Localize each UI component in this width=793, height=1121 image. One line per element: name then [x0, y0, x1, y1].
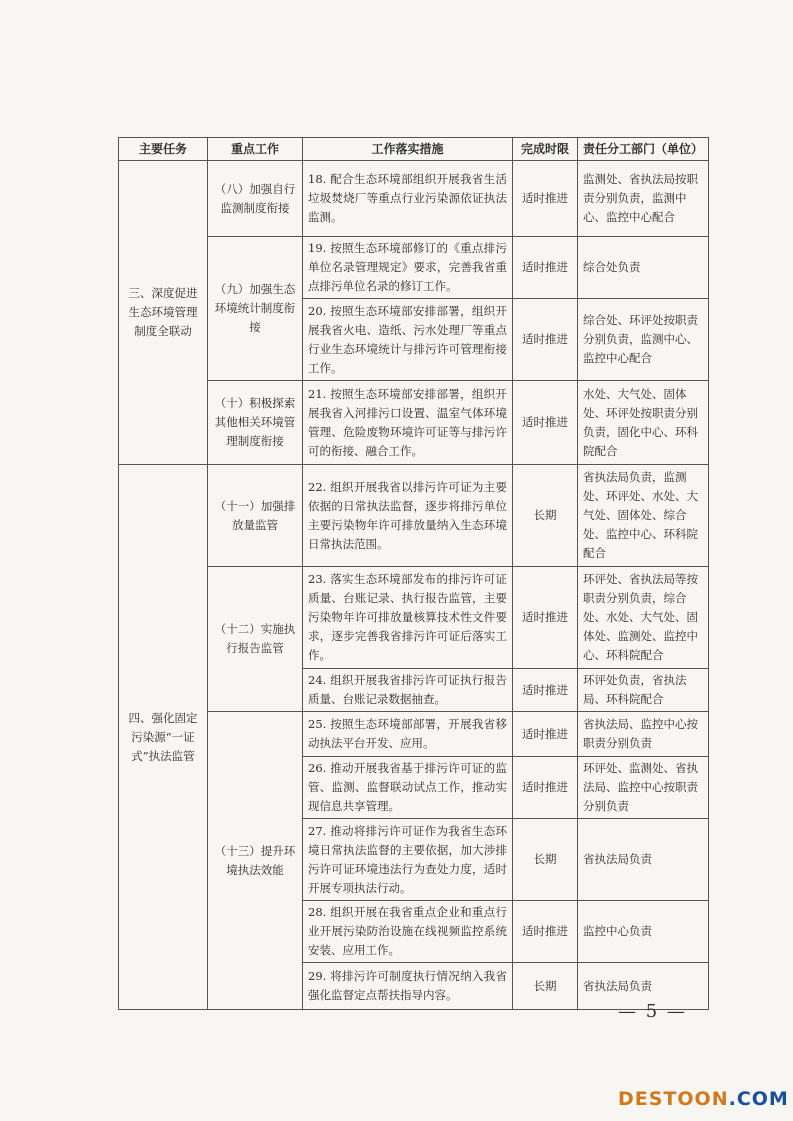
table-row [119, 381, 709, 465]
department-cell: 环评处、监测处、省执法局、监控中心按职责分别负责 [578, 757, 709, 819]
deadline-cell: 适时推进 [513, 901, 578, 963]
department-cell: 水处、大气处、固体处、环评处按职责分别负责，固化中心、环科院配合 [578, 381, 709, 465]
department-cell: 省执法局负责 [578, 819, 709, 901]
deadline-cell: 适时推进 [513, 567, 578, 669]
key-work-cell: （十三）提升环境执法效能 [208, 712, 303, 1010]
deadline-cell: 适时推进 [513, 381, 578, 465]
table-row [119, 712, 709, 757]
department-cell: 监控中心负责 [578, 901, 709, 963]
header-deadline: 完成时限 [513, 138, 578, 161]
department-cell: 省执法局负责 [578, 963, 709, 1010]
measure-cell: 20. 按照生态环境部安排部署，组织开展我省火电、造纸、污水处理厂等重点行业生态环境统计与排污许可管理衔接工作。 [303, 299, 513, 381]
measure-cell: 18. 配合生态环境部组织开展我省生活垃圾焚烧厂等重点行业污染源依证执法监测。 [303, 161, 513, 237]
deadline-cell: 长期 [513, 465, 578, 567]
department-cell: 环评处负责，省执法局、环科院配合 [578, 669, 709, 712]
header-main-task: 主要任务 [119, 138, 208, 161]
measure-cell: 19. 按照生态环境部修订的《重点排污单位名录管理规定》要求，完善我省重点排污单位名录的修订工作。 [303, 237, 513, 299]
department-cell: 综合处、环评处按职责分别负责，监测中心、监控中心配合 [578, 299, 709, 381]
measure-cell: 29. 将排污许可制度执行情况纳入我省强化监督定点帮扶指导内容。 [303, 963, 513, 1010]
table-row [119, 465, 709, 567]
watermark-logo [618, 1088, 789, 1110]
deadline-cell: 长期 [513, 819, 578, 901]
main-task-cell: 四、强化固定污染源“一证式”执法监管 [119, 465, 208, 1010]
watermark-brand: DESTOON [618, 1088, 729, 1110]
deadline-cell: 适时推进 [513, 669, 578, 712]
key-work-cell: （十二）实施执行报告监管 [208, 567, 303, 712]
key-work-cell: （十）积极探索其他相关环境管理制度衔接 [208, 381, 303, 465]
watermark-domain: .COM [728, 1088, 789, 1110]
key-work-cell: （十一）加强排放量监管 [208, 465, 303, 567]
measure-cell: 25. 按照生态环境部部署，开展我省移动执法平台开发、应用。 [303, 712, 513, 757]
header-measures: 工作落实措施 [303, 138, 513, 161]
table-row [119, 161, 709, 237]
department-cell: 省执法局、监控中心按职责分别负责 [578, 712, 709, 757]
deadline-cell: 适时推进 [513, 161, 578, 237]
deadline-cell: 适时推进 [513, 712, 578, 757]
key-work-cell: （八）加强自行监测制度衔接 [208, 161, 303, 237]
department-cell: 环评处、省执法局等按职责分别负责，综合处、水处、大气处、固体处、监测处、监控中心、环科院配合 [578, 567, 709, 669]
department-cell: 省执法局负责，监测处、环评处、水处、大气处、固体处、综合处、监控中心、环科院配合 [578, 465, 709, 567]
measure-cell: 28. 组织开展在我省重点企业和重点行业开展污染防治设施在线视频监控系统安装、应用工作。 [303, 901, 513, 963]
deadline-cell: 长期 [513, 963, 578, 1010]
measure-cell: 21. 按照生态环境部安排部署，组织开展我省入河排污口设置、温室气体环境管理、危险废物环境许可证等与排污许可的衔接、融合工作。 [303, 381, 513, 465]
table-row [119, 567, 709, 669]
key-work-cell: （九）加强生态环境统计制度衔接 [208, 237, 303, 381]
header-department: 责任分工部门（单位） [578, 138, 709, 161]
department-cell: 综合处负责 [578, 237, 709, 299]
deadline-cell: 适时推进 [513, 237, 578, 299]
task-table [118, 137, 709, 1010]
header-key-work: 重点工作 [208, 138, 303, 161]
deadline-cell: 适时推进 [513, 757, 578, 819]
deadline-cell: 适时推进 [513, 299, 578, 381]
table-row [119, 237, 709, 299]
table-header-row [119, 138, 709, 161]
measure-cell: 26. 推动开展我省基于排污许可证的监管、监测、监督联动试点工作，推动实现信息共享管理。 [303, 757, 513, 819]
measure-cell: 27. 推动将排污许可证作为我省生态环境日常执法监督的主要依据，加大涉排污许可证环境违法行为查处力度，适时开展专项执法行动。 [303, 819, 513, 901]
department-cell: 监测处、省执法局按职责分别负责，监测中心、监控中心配合 [578, 161, 709, 237]
page-number: — 5 — [618, 1001, 687, 1022]
measure-cell: 22. 组织开展我省以排污许可证为主要依据的日常执法监督，逐步将排污单位主要污染物年许可排放量纳入生态环境日常执法范围。 [303, 465, 513, 567]
measure-cell: 23. 落实生态环境部发布的排污许可证质量、台账记录、执行报告监管，主要污染物年许可排放量核算技术性文件要求，逐步完善我省排污许可证后落实工作。 [303, 567, 513, 669]
measure-cell: 24. 组织开展我省排污许可证执行报告质量、台账记录数据抽查。 [303, 669, 513, 712]
main-task-cell: 三、深度促进生态环境管理制度全联动 [119, 161, 208, 465]
